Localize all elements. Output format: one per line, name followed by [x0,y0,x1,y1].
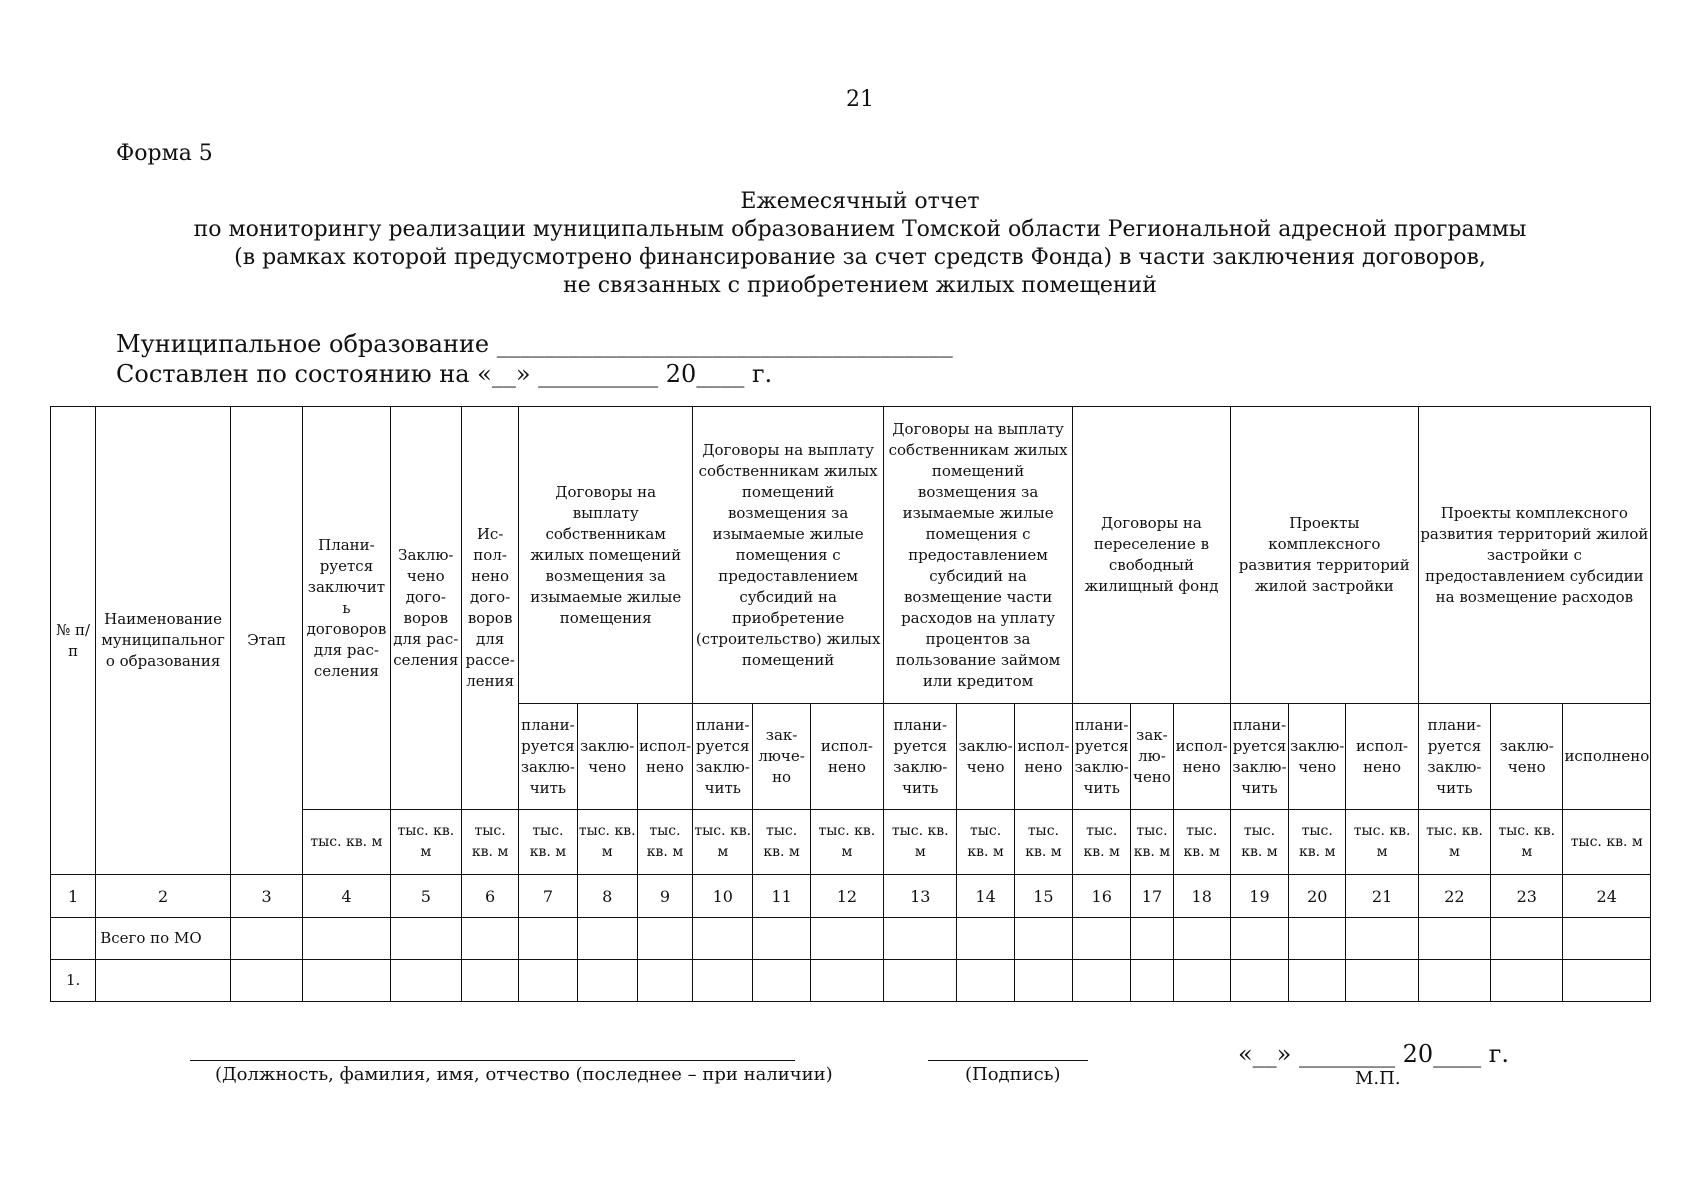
title-line-4: не связанных с приобретением жилых помещений [563,273,1157,298]
unit-cell: тыс. кв. м [577,810,637,875]
unit-cell: тыс. кв. м [519,810,577,875]
column-number: 21 [1346,875,1418,918]
unit-cell: тыс. кв. м [1289,810,1346,875]
title-line-2: по мониторингу реализации муниципальным образованием Томской области Региональной адресной программы [193,217,1527,242]
column-number: 14 [957,875,1014,918]
column-number: 8 [577,875,637,918]
column-number: 2 [96,875,231,918]
subheader-cell: планируется заключить [1073,704,1131,810]
row-number-cell [51,918,96,960]
title-line-3: (в рамках которой предусмотрено финансирование за счет средств Фонда) в части заключения договоров, [234,245,1486,270]
header-group-subsidy-interest: Договоры на выплату собственникам жилых помещений возмещения за изымаемые жилые помещения с предоставлением субсидий на возмещение части расходов на уплату процентов за пользование займом или кредитом [884,407,1073,704]
unit-cell: тыс. кв. м [1346,810,1418,875]
unit-cell: тыс. кв. м [884,810,957,875]
table-row [51,960,1651,1002]
subheader-cell: заключено [753,704,810,810]
subheader-cell: исполнено [1014,704,1072,810]
title-line-1: Ежемесячный отчет [740,189,980,214]
column-number: 13 [884,875,957,918]
form-label: Форма 5 [116,141,213,166]
unit-cell: тыс. кв. м [390,810,461,875]
column-number: 23 [1491,875,1563,918]
header-executed-contracts: Исполнено договоров для расселения [461,407,518,810]
position-signature-line [190,1060,795,1061]
column-number: 15 [1014,875,1072,918]
position-caption: (Должность, фамилия, имя, отчество (последнее – при наличии) [215,1064,833,1085]
header-concluded-contracts: Заключено договоров для расселения [390,407,461,810]
municipality-line: Муниципальное образование ______________________________________ [116,330,953,358]
subheader-cell: планируется заключить [1230,704,1288,810]
unit-cell: тыс. кв. м [1230,810,1288,875]
signature-caption: (Подпись) [965,1064,1061,1085]
report-title [0,188,1698,300]
subheader-cell: заключено [1131,704,1173,810]
stamp-place: М.П. [1355,1068,1401,1089]
row-name-cell [96,960,231,1002]
column-number: 17 [1131,875,1173,918]
table-row-total [51,918,1651,960]
column-numbers-row [51,875,1651,918]
unit-cell: тыс. кв. м [957,810,1014,875]
column-number: 24 [1563,875,1651,918]
subheader-cell: заключено [1491,704,1563,810]
header-row [51,407,1651,704]
column-number: 19 [1230,875,1288,918]
header-name: Наименование муниципального образования [96,407,231,875]
column-number: 22 [1418,875,1490,918]
page-number: 21 [846,87,874,112]
unit-cell: тыс. кв. м [1418,810,1490,875]
subheader-cell: заключено [1289,704,1346,810]
column-number: 1 [51,875,96,918]
unit-cell: тыс. кв. м [303,810,390,875]
column-number: 9 [637,875,692,918]
header-planned-contracts: Планируется заключить договоров для расселения [303,407,390,810]
header-no: № п/п [51,407,96,875]
column-number: 11 [753,875,810,918]
subheader-cell: исполнено [1173,704,1230,810]
unit-cell: тыс. кв. м [1014,810,1072,875]
unit-cell: тыс. кв. м [1491,810,1563,875]
subheader-cell: исполнено [637,704,692,810]
column-number: 18 [1173,875,1230,918]
report-table [50,406,1651,1002]
subheader-cell: планируется заключить [519,704,577,810]
column-number: 12 [810,875,883,918]
header-stage: Этап [230,407,302,875]
unit-cell: тыс. кв. м [1173,810,1230,875]
subheader-cell: планируется заключить [1418,704,1490,810]
column-number: 16 [1073,875,1131,918]
signature-line [928,1060,1088,1061]
column-number: 10 [693,875,753,918]
subheader-cell: исполнено [1563,704,1651,810]
subheader-cell: планируется заключить [884,704,957,810]
unit-cell: тыс. кв. м [1131,810,1173,875]
header-group-complex-development: Проекты комплексного развития территорий жилой застройки [1230,407,1418,704]
compiled-date-line: Составлен по состоянию на «__» __________ 20____ г. [116,360,773,388]
unit-cell: тыс. кв. м [637,810,692,875]
subheader-cell: заключено [577,704,637,810]
column-number: 4 [303,875,390,918]
subheader-cell: планируется заключить [693,704,753,810]
column-number: 7 [519,875,577,918]
subheader-cell: исполнено [810,704,883,810]
header-group-free-housing: Договоры на переселение в свободный жилищный фонд [1073,407,1231,704]
header-group-complex-development-subsidy: Проекты комплексного развития территорий жилой застройки с предоставлением субсидии на возмещение расходов [1418,407,1650,704]
header-group-subsidy-purchase: Договоры на выплату собственникам жилых помещений возмещения за изымаемые жилые помещения с предоставлением субсидий на приобретение (строительство) жилых помещений [693,407,884,704]
column-number: 6 [461,875,518,918]
header-group-compensation: Договоры на выплату собственникам жилых помещений возмещения за изымаемые жилые помещения [519,407,693,704]
unit-cell: тыс. кв. м [810,810,883,875]
unit-cell: тыс. кв. м [1563,810,1651,875]
subheader-cell: исполнено [1346,704,1418,810]
unit-cell: тыс. кв. м [1073,810,1131,875]
unit-cell: тыс. кв. м [693,810,753,875]
column-number: 5 [390,875,461,918]
row-number-cell: 1. [51,960,96,1002]
column-number: 20 [1289,875,1346,918]
column-number: 3 [230,875,302,918]
sign-date: «__» ________ 20____ г. [1238,1040,1509,1068]
row-name-cell: Всего по МО [96,918,231,960]
unit-cell: тыс. кв. м [461,810,518,875]
subheader-cell: заключено [957,704,1014,810]
unit-cell: тыс. кв. м [753,810,810,875]
